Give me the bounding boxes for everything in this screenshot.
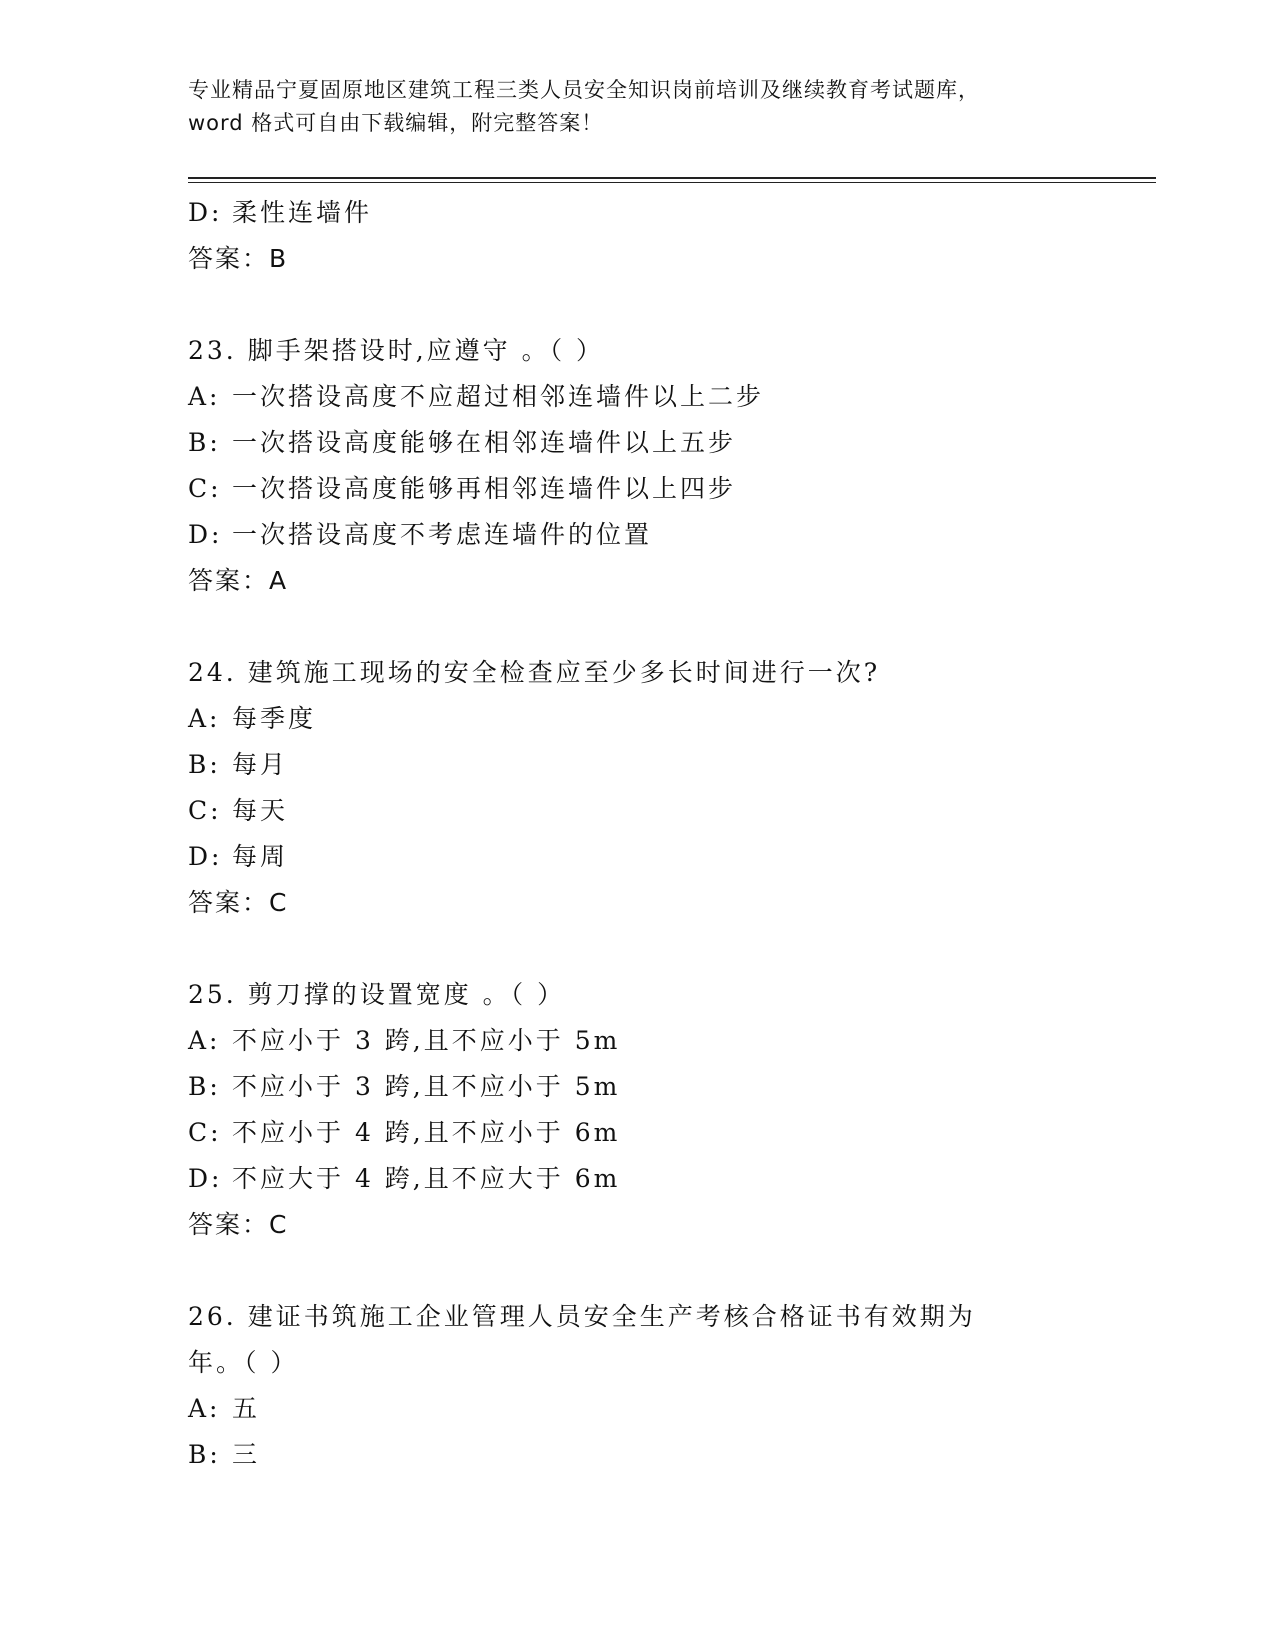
- option-d: [188, 512, 1148, 558]
- option-label: D:: [188, 198, 223, 227]
- option-c: [188, 1110, 1148, 1156]
- option-c: [188, 466, 1148, 512]
- spacer: [188, 926, 1148, 972]
- option-text: 不应小于 3 跨,且不应小于 5m: [232, 1072, 621, 1101]
- question-stem: 25. 剪刀撑的设置宽度 。（ ）: [188, 980, 566, 1009]
- option-label: B:: [188, 428, 221, 457]
- option-label: A:: [188, 1026, 221, 1055]
- option-text: 不应大于 4 跨,且不应大于 6m: [232, 1164, 621, 1193]
- option-label: B:: [188, 750, 221, 779]
- option-text: 柔性连墙件: [232, 198, 373, 227]
- option-text: 每季度: [232, 704, 317, 733]
- option-d: [188, 834, 1148, 880]
- option-text: 每天: [232, 796, 289, 825]
- option-b: [188, 1432, 1148, 1478]
- option-text: 每周: [232, 842, 289, 871]
- header-divider-thin: [188, 182, 1156, 183]
- option-label: C:: [188, 1118, 222, 1147]
- option-b: [188, 420, 1148, 466]
- option-label: A:: [188, 1394, 221, 1423]
- option-text: 一次搭设高度能够在相邻连墙件以上五步: [232, 428, 737, 457]
- spacer: [188, 604, 1148, 650]
- option-label: A:: [188, 704, 221, 733]
- option-label: A:: [188, 382, 221, 411]
- option-a: [188, 1386, 1148, 1432]
- option-b: [188, 1064, 1148, 1110]
- option-label: C:: [188, 474, 222, 503]
- option-text: 每月: [232, 750, 289, 779]
- question-stem: 23. 脚手架搭设时,应遵守 。（ ）: [188, 336, 605, 365]
- option-text: 三: [232, 1440, 261, 1469]
- option-d: [188, 1156, 1148, 1202]
- document-header: [188, 74, 1088, 140]
- option-label: D:: [188, 520, 223, 549]
- option-a: [188, 1018, 1148, 1064]
- answer-line: 答案：C: [188, 1210, 289, 1239]
- spacer: [188, 1248, 1148, 1294]
- question-stem: 24. 建筑施工现场的安全检查应至少多长时间进行一次?: [188, 658, 881, 687]
- option-a: [188, 696, 1148, 742]
- option-label: C:: [188, 796, 222, 825]
- answer-line: 答案：C: [188, 888, 289, 917]
- option-text: 一次搭设高度能够再相邻连墙件以上四步: [232, 474, 737, 503]
- answer-line: 答案：A: [188, 566, 289, 595]
- option-text: 不应小于 3 跨,且不应小于 5m: [232, 1026, 621, 1055]
- option-a: [188, 374, 1148, 420]
- header-divider-thick: [188, 177, 1156, 179]
- header-line-2: word 格式可自由下载编辑，附完整答案！: [188, 111, 604, 135]
- question-list: [188, 190, 1148, 1478]
- option-b: [188, 742, 1148, 788]
- question-stem-continued: 年。（ ）: [188, 1348, 299, 1377]
- option-label: D:: [188, 842, 223, 871]
- option-text: 不应小于 4 跨,且不应小于 6m: [232, 1118, 621, 1147]
- answer-line: 答案：B: [188, 244, 289, 273]
- option-d: [188, 190, 1148, 236]
- spacer: [188, 282, 1148, 328]
- option-text: 五: [232, 1394, 261, 1423]
- option-label: B:: [188, 1440, 221, 1469]
- option-label: D:: [188, 1164, 223, 1193]
- question-stem: 26. 建证书筑施工企业管理人员安全生产考核合格证书有效期为: [188, 1302, 976, 1331]
- option-c: [188, 788, 1148, 834]
- header-line-1: 专业精品宁夏固原地区建筑工程三类人员安全知识岗前培训及继续教育考试题库，: [188, 78, 980, 102]
- option-text: 一次搭设高度不应超过相邻连墙件以上二步: [232, 382, 765, 411]
- option-label: B:: [188, 1072, 221, 1101]
- option-text: 一次搭设高度不考虑连墙件的位置: [232, 520, 653, 549]
